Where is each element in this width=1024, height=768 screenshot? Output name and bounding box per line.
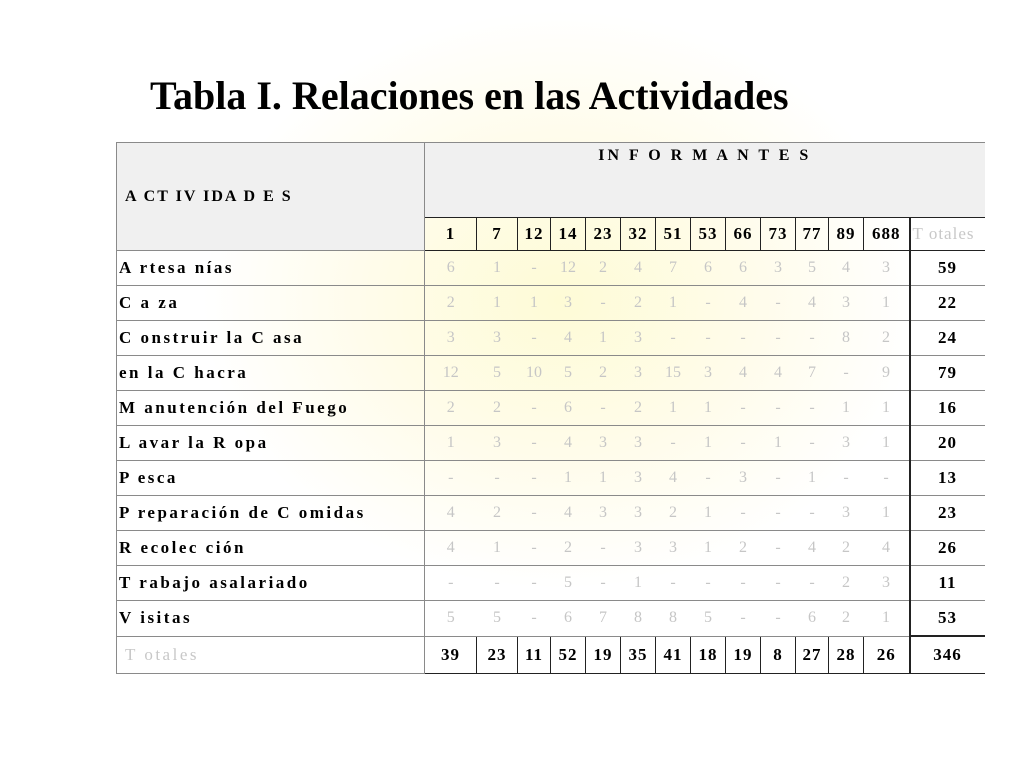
table-row — [117, 566, 985, 601]
table-cell: 2 — [864, 321, 910, 356]
table-cell: 1 — [796, 461, 829, 496]
table-cell: 1 — [864, 391, 910, 426]
table-cell: 6 — [691, 251, 726, 286]
activity-label: C a za — [117, 286, 425, 321]
table-cell: 1 — [477, 286, 518, 321]
table-cell: - — [691, 566, 726, 601]
table-cell: 4 — [796, 531, 829, 566]
table-cell: - — [518, 566, 551, 601]
table-cell: 4 — [551, 321, 586, 356]
column-total: 8 — [761, 636, 796, 674]
table-body — [117, 251, 985, 674]
table-cell: - — [796, 496, 829, 531]
table-cell: 8 — [621, 601, 656, 637]
table-cell: 4 — [551, 426, 586, 461]
table-row — [117, 251, 985, 286]
table-cell: 4 — [726, 286, 761, 321]
row-total: 79 — [910, 356, 985, 391]
table-cell: - — [425, 566, 477, 601]
table-cell: 3 — [621, 321, 656, 356]
table-cell: 3 — [621, 461, 656, 496]
activity-label: T rabajo asalariado — [117, 566, 425, 601]
informant-column-header: 32 — [621, 218, 656, 251]
table-cell: 1 — [586, 461, 621, 496]
informant-column-header: 66 — [726, 218, 761, 251]
table-cell: 15 — [656, 356, 691, 391]
informant-column-header: 73 — [761, 218, 796, 251]
table-cell: 4 — [796, 286, 829, 321]
informant-column-header: 89 — [829, 218, 864, 251]
table-cell: - — [829, 461, 864, 496]
table-cell: - — [761, 321, 796, 356]
informants-header: IN F O R M A N T E S — [425, 143, 985, 218]
table-cell: 3 — [586, 426, 621, 461]
table-cell: 4 — [621, 251, 656, 286]
table-cell: 1 — [761, 426, 796, 461]
table-cell: 3 — [691, 356, 726, 391]
activities-header: A CT IV IDA D E S — [117, 143, 425, 251]
table-cell: 1 — [477, 531, 518, 566]
table-cell: 3 — [864, 251, 910, 286]
informant-column-header: 23 — [586, 218, 621, 251]
table-cell: - — [726, 391, 761, 426]
table-cell: 2 — [477, 496, 518, 531]
table-cell: 1 — [691, 531, 726, 566]
table-cell: - — [518, 461, 551, 496]
table-cell: - — [829, 356, 864, 391]
table-cell: - — [518, 391, 551, 426]
table-cell: 3 — [656, 531, 691, 566]
table-cell: - — [691, 461, 726, 496]
table-row — [117, 286, 985, 321]
table-cell: 1 — [621, 566, 656, 601]
activity-label: en la C hacra — [117, 356, 425, 391]
table-cell: - — [518, 251, 551, 286]
informant-column-header: 53 — [691, 218, 726, 251]
table-cell: 2 — [425, 391, 477, 426]
table-cell: - — [796, 426, 829, 461]
table-cell: 1 — [691, 496, 726, 531]
activity-label: V isitas — [117, 601, 425, 637]
table-cell: 2 — [551, 531, 586, 566]
table-cell: - — [518, 601, 551, 637]
table-cell: 4 — [864, 531, 910, 566]
table-cell: 3 — [621, 426, 656, 461]
table-cell: 6 — [551, 391, 586, 426]
table-cell: - — [726, 426, 761, 461]
table-cell: - — [477, 566, 518, 601]
table-cell: 1 — [691, 426, 726, 461]
table-cell: 3 — [621, 356, 656, 391]
table-cell: - — [761, 461, 796, 496]
informant-column-header: 688 — [864, 218, 910, 251]
table-cell: - — [726, 496, 761, 531]
column-total: 23 — [477, 636, 518, 674]
column-total: 19 — [726, 636, 761, 674]
table-cell: - — [761, 391, 796, 426]
column-total: 27 — [796, 636, 829, 674]
table-cell: 2 — [477, 391, 518, 426]
table-cell: - — [761, 566, 796, 601]
table-cell: - — [726, 321, 761, 356]
table-cell: 10 — [518, 356, 551, 391]
table-cell: 2 — [621, 391, 656, 426]
table-cell: 8 — [656, 601, 691, 637]
table-cell: 2 — [726, 531, 761, 566]
table-cell: 4 — [551, 496, 586, 531]
table-cell: 1 — [829, 391, 864, 426]
table-cell: 4 — [761, 356, 796, 391]
table-cell: 6 — [425, 251, 477, 286]
table-cell: - — [726, 566, 761, 601]
table-cell: - — [518, 426, 551, 461]
table-cell: 3 — [477, 321, 518, 356]
table-cell: - — [761, 496, 796, 531]
table-cell: 4 — [656, 461, 691, 496]
row-total: 23 — [910, 496, 985, 531]
table-cell: 8 — [829, 321, 864, 356]
column-total: 26 — [864, 636, 910, 674]
table-cell: 5 — [477, 601, 518, 637]
column-total: 28 — [829, 636, 864, 674]
table-cell: 4 — [726, 356, 761, 391]
table-cell: 5 — [551, 356, 586, 391]
table-cell: - — [477, 461, 518, 496]
table-cell: 1 — [864, 286, 910, 321]
table-cell: 1 — [864, 601, 910, 637]
table-cell: 2 — [586, 251, 621, 286]
table-cell: - — [586, 391, 621, 426]
table-cell: 5 — [425, 601, 477, 637]
table-cell: - — [796, 321, 829, 356]
table-cell: - — [656, 321, 691, 356]
table-row — [117, 531, 985, 566]
table-row — [117, 391, 985, 426]
row-total: 13 — [910, 461, 985, 496]
table-cell: 3 — [551, 286, 586, 321]
table-cell: - — [656, 426, 691, 461]
table-cell: - — [864, 461, 910, 496]
table-cell: 3 — [726, 461, 761, 496]
table-cell: 3 — [829, 286, 864, 321]
table-cell: 6 — [796, 601, 829, 637]
informant-column-header: 14 — [551, 218, 586, 251]
table-cell: - — [796, 391, 829, 426]
table-cell: 3 — [477, 426, 518, 461]
table-cell: 1 — [656, 286, 691, 321]
table-row — [117, 426, 985, 461]
table-cell: 6 — [551, 601, 586, 637]
column-total: 41 — [656, 636, 691, 674]
row-total: 24 — [910, 321, 985, 356]
informant-column-header: 51 — [656, 218, 691, 251]
table-cell: - — [761, 531, 796, 566]
row-total: 16 — [910, 391, 985, 426]
row-total: 53 — [910, 601, 985, 637]
informant-column-header: 1 — [425, 218, 477, 251]
table-cell: 1 — [691, 391, 726, 426]
table-row — [117, 461, 985, 496]
table-cell: 1 — [656, 391, 691, 426]
activity-label: P reparación de C omidas — [117, 496, 425, 531]
table-cell: 6 — [726, 251, 761, 286]
table-cell: 2 — [829, 531, 864, 566]
column-total: 18 — [691, 636, 726, 674]
table-cell: 7 — [656, 251, 691, 286]
totals-row — [117, 636, 985, 674]
table-cell: 12 — [551, 251, 586, 286]
table-cell: 12 — [425, 356, 477, 391]
table-cell: - — [761, 286, 796, 321]
row-total: 59 — [910, 251, 985, 286]
activity-label: R ecolec ción — [117, 531, 425, 566]
table-cell: 1 — [551, 461, 586, 496]
slide-title: Tabla I. Relaciones en las Actividades — [150, 73, 789, 118]
activity-label: M anutención del Fuego — [117, 391, 425, 426]
table-row — [117, 321, 985, 356]
table-cell: 4 — [425, 531, 477, 566]
row-total: 20 — [910, 426, 985, 461]
table-cell: 7 — [796, 356, 829, 391]
grand-total: 346 — [910, 636, 985, 674]
table-cell: - — [691, 321, 726, 356]
table-cell: 3 — [586, 496, 621, 531]
table-row — [117, 356, 985, 391]
totals-row-label: T otales — [117, 636, 425, 674]
table-cell: 5 — [796, 251, 829, 286]
table-cell: 7 — [586, 601, 621, 637]
column-total: 39 — [425, 636, 477, 674]
table-cell: - — [518, 531, 551, 566]
table-cell: 2 — [586, 356, 621, 391]
table-cell: - — [586, 531, 621, 566]
table-cell: 3 — [829, 426, 864, 461]
table-cell: - — [586, 566, 621, 601]
table-cell: 5 — [551, 566, 586, 601]
table-cell: 2 — [829, 566, 864, 601]
table-cell: - — [656, 566, 691, 601]
table-cell: 3 — [621, 496, 656, 531]
row-total: 26 — [910, 531, 985, 566]
table-cell: 2 — [425, 286, 477, 321]
row-total: 22 — [910, 286, 985, 321]
table-cell: - — [796, 566, 829, 601]
table-cell: 2 — [656, 496, 691, 531]
table-cell: 2 — [621, 286, 656, 321]
table-cell: 1 — [425, 426, 477, 461]
column-total: 19 — [586, 636, 621, 674]
table-cell: - — [518, 321, 551, 356]
column-total: 52 — [551, 636, 586, 674]
table-row — [117, 496, 985, 531]
column-total: 35 — [621, 636, 656, 674]
table-cell: - — [425, 461, 477, 496]
informant-column-header: 7 — [477, 218, 518, 251]
activity-label: C onstruir la C asa — [117, 321, 425, 356]
table-cell: 5 — [691, 601, 726, 637]
table-cell: 1 — [518, 286, 551, 321]
table-cell: 1 — [586, 321, 621, 356]
informant-column-header: 12 — [518, 218, 551, 251]
activities-table — [116, 142, 985, 674]
totals-column-header: T otales — [910, 218, 985, 251]
table-cell: 5 — [477, 356, 518, 391]
table-cell: 4 — [829, 251, 864, 286]
activity-label: P esca — [117, 461, 425, 496]
table-cell: 3 — [425, 321, 477, 356]
table-cell: - — [726, 601, 761, 637]
table-cell: - — [691, 286, 726, 321]
table-cell: 2 — [829, 601, 864, 637]
table-cell: 3 — [761, 251, 796, 286]
table-cell: 4 — [425, 496, 477, 531]
table-cell: 1 — [864, 496, 910, 531]
table-cell: 1 — [477, 251, 518, 286]
table-cell: - — [761, 601, 796, 637]
table-cell: - — [586, 286, 621, 321]
table-cell: 3 — [864, 566, 910, 601]
activity-label: A rtesa nías — [117, 251, 425, 286]
table-cell: 3 — [621, 531, 656, 566]
informant-column-header: 77 — [796, 218, 829, 251]
table-row — [117, 601, 985, 637]
row-total: 11 — [910, 566, 985, 601]
table-cell: 1 — [864, 426, 910, 461]
table-cell: - — [518, 496, 551, 531]
column-total: 11 — [518, 636, 551, 674]
activity-label: L avar la R opa — [117, 426, 425, 461]
table-cell: 3 — [829, 496, 864, 531]
table-cell: 9 — [864, 356, 910, 391]
